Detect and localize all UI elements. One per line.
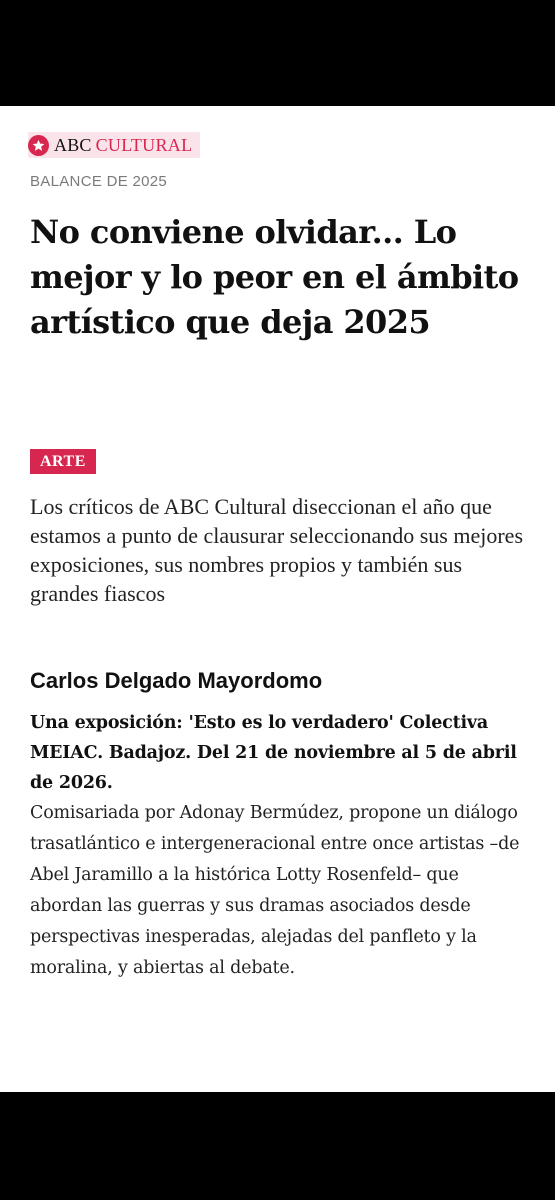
article-deck: Los críticos de ABC Cultural diseccionan el año que estamos a punto de clausurar seleccionando sus mejores exposiciones, sus nombres propios y también sus grandes fiascos bbox=[30, 494, 524, 606]
item-body: Comisariada por Adonay Bermúdez, propone un diálogo trasatlántico e intergeneracional entre once artistas –de Abel Jaramillo a la histórica Lotty Rosenfeld– que abordan las guerras y sus dramas asociados desde perspectivas inesperadas, alejadas del panfleto y la moralina, y abiertas al debate. bbox=[30, 803, 520, 978]
author-name[interactable]: Carlos Delgado Mayordomo bbox=[30, 668, 323, 693]
article-page bbox=[0, 106, 555, 1092]
brand-name-cultural: CULTURAL bbox=[95, 134, 193, 155]
brand-logo[interactable] bbox=[28, 132, 200, 158]
article-kicker: BALANCE DE 2025 bbox=[30, 173, 168, 190]
article-headline: No conviene olvidar... Lo mejor y lo peor en el ámbito artístico que deja 2025 bbox=[30, 213, 519, 341]
item-title: Una exposición: 'Esto es lo verdadero' Colectiva MEIAC. Badajoz. Del 21 de noviembre al 5 de abril de 2026. bbox=[30, 713, 517, 793]
star-badge-icon bbox=[28, 135, 49, 156]
brand-name-abc: ABC bbox=[54, 134, 92, 155]
section-tag[interactable]: ARTE bbox=[30, 449, 96, 474]
